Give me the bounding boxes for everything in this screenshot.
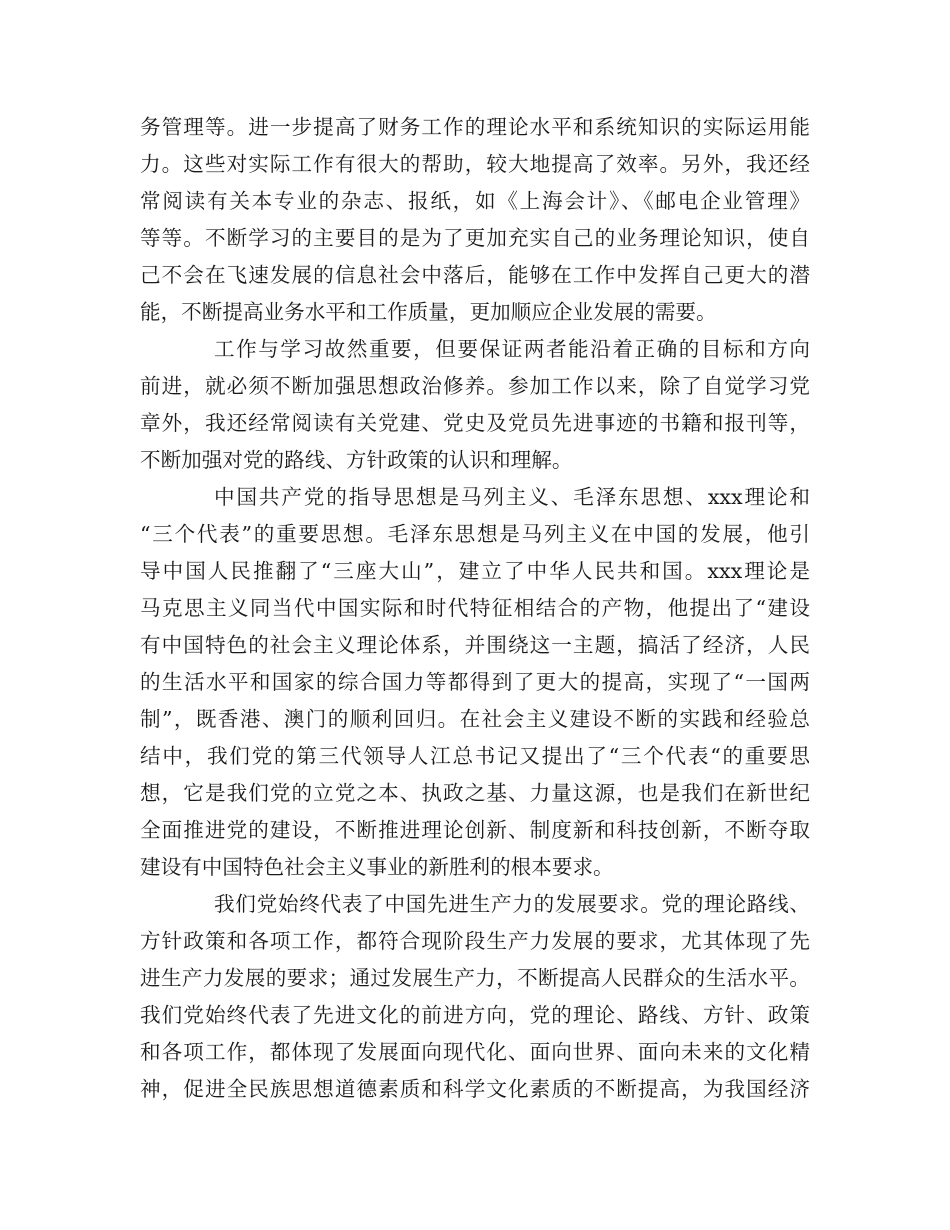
text-line: 前进，就必须不断加强思想政治修养。参加工作以来，除了自觉学习党 — [140, 374, 810, 398]
text-line: 常阅读有关本专业的杂志、报纸，如《上海会计》、《邮电企业管理》 — [140, 189, 810, 213]
text-line: 进生产力发展的要求；通过发展生产力，不断提高人民群众的生活水平。 — [140, 966, 810, 990]
text-line: 己不会在飞速发展的信息社会中落后，能够在工作中发挥自己更大的潜 — [140, 263, 810, 287]
text-line: 想，它是我们党的立党之本、执政之基、力量这源，也是我们在新世纪 — [140, 781, 810, 805]
text-line: 制”，既香港、澳门的顺利回归。在社会主义建设不断的实践和经验总 — [140, 707, 810, 731]
text-line: 建设有中国特色社会主义事业的新胜利的根本要求。 — [140, 855, 614, 879]
text-line: “三个代表”的重要思想。毛泽东思想是马列主义在中国的发展，他引 — [140, 522, 810, 546]
paragraph-first-line: 工作与学习故然重要，但要保证两者能沿着正确的目标和方向 — [214, 337, 810, 361]
text-line: 有中国特色的社会主义理论体系，并围绕这一主题，搞活了经济，人民 — [140, 633, 810, 657]
text-line: 力。这些对实际工作有很大的帮助，较大地提高了效率。另外，我还经 — [140, 152, 810, 176]
text-line: 等等。不断学习的主要目的是为了更加充实自己的业务理论知识，使自 — [140, 226, 810, 250]
paragraph-first-line: 中国共产党的指导思想是马列主义、毛泽东思想、xxx理论和 — [214, 485, 810, 509]
text-line: 方针政策和各项工作，都符合现阶段生产力发展的要求，尤其体现了先 — [140, 929, 810, 953]
text-line: 务管理等。进一步提高了财务工作的理论水平和系统知识的实际运用能 — [140, 115, 810, 139]
text-line: 能，不断提高业务水平和工作质量，更加顺应企业发展的需要。 — [140, 300, 717, 324]
text-line: 不断加强对党的路线、方针政策的认识和理解。 — [140, 448, 573, 472]
text-line: 我们党始终代表了先进文化的前进方向，党的理论、路线、方针、政策 — [140, 1003, 810, 1027]
paragraph-first-line: 我们党始终代表了中国先进生产力的发展要求。党的理论路线、 — [214, 892, 810, 916]
text-line: 和各项工作，都体现了发展面向现代化、面向世界、面向未来的文化精 — [140, 1040, 810, 1064]
text-line: 马克思主义同当代中国实际和时代特征相结合的产物，他提出了“建设 — [140, 596, 810, 620]
text-line: 神，促进全民族思想道德素质和科学文化素质的不断提高，为我国经济 — [140, 1077, 810, 1101]
text-line: 的生活水平和国家的综合国力等都得到了更大的提高，实现了“一国两 — [140, 670, 810, 694]
text-line: 章外，我还经常阅读有关党建、党史及党员先进事迹的书籍和报刊等， — [140, 411, 810, 435]
text-line: 结中，我们党的第三代领导人江总书记又提出了“三个代表“的重要思 — [140, 744, 810, 768]
text-line: 导中国人民推翻了“三座大山”，建立了中华人民共和国。xxx理论是 — [140, 559, 810, 583]
text-line: 全面推进党的建设，不断推进理论创新、制度新和科技创新，不断夺取 — [140, 818, 810, 842]
